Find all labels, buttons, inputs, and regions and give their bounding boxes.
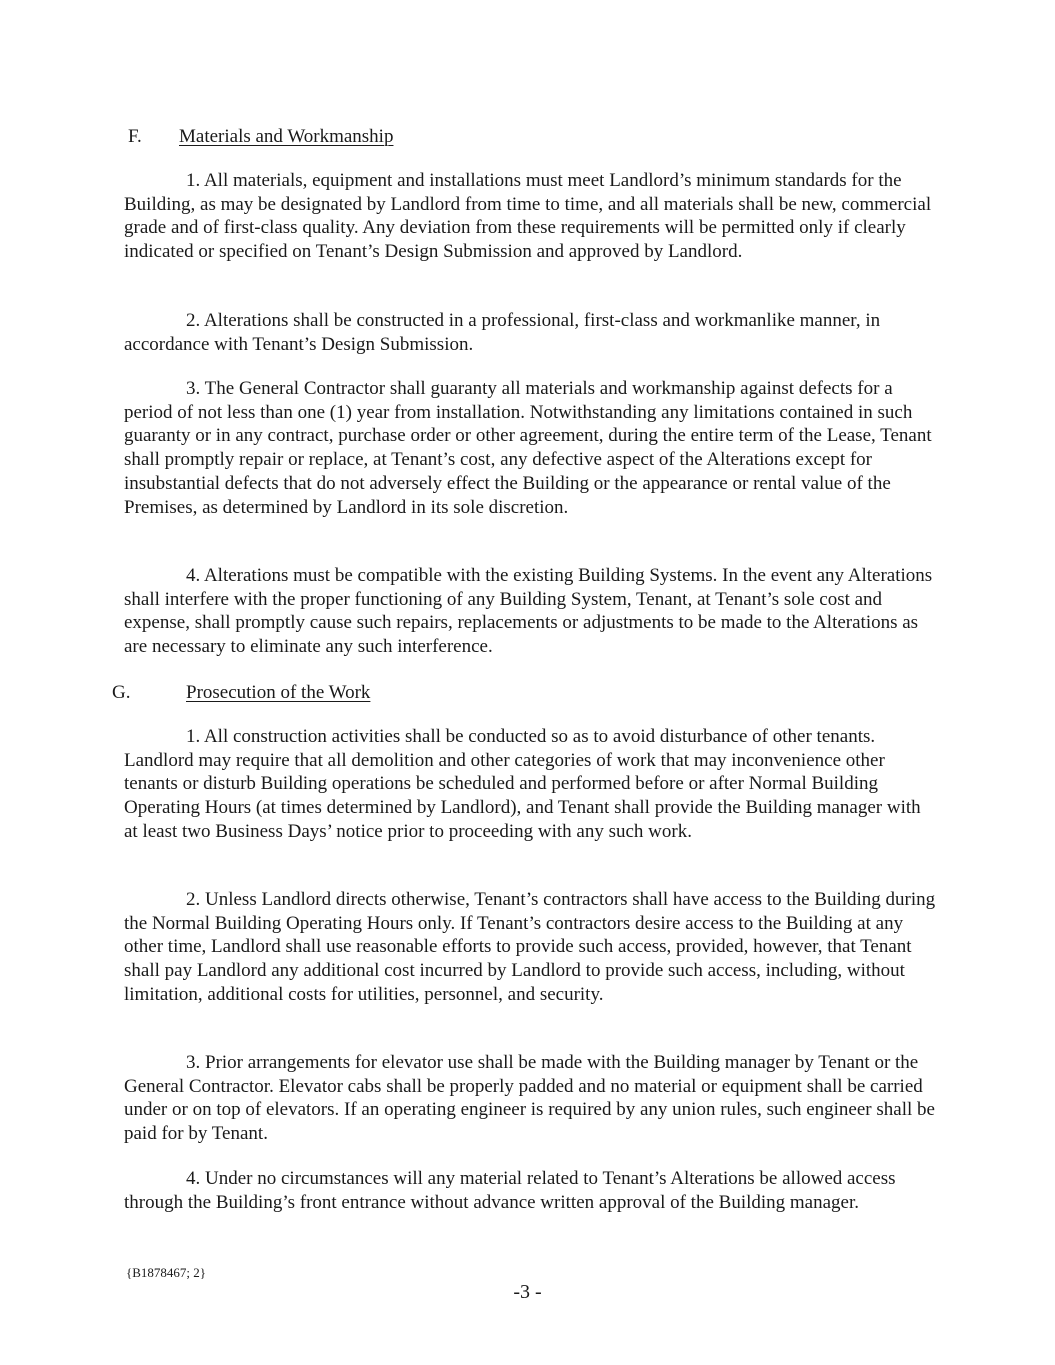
paragraph: 3. The General Contractor shall guaranty all materials and workmanship against defects for a period of not less than one (1) year from installation. Notwithstanding any limitations contained in such guaranty or in any contract, purchase order or other agreement, during the entire term of the Lease, Tenant shall promptly repair or replace, at Tenant’s cost, any defective aspect of the Alterations except for insubstantial defects that do not adversely effect the Building or the appearance or rental value of the Premises, as determined by Landlord in its sole discretion. bbox=[124, 378, 932, 518]
paragraph: 4. Alterations must be compatible with the existing Building Systems. In the event any Alterations shall interfere with the proper functioning of any Building System, Tenant, at Tenant’s sole cost and expense, shall promptly cause such repairs, replacements or adjustments to be made to the Alterations as are necessary to eliminate any such interference. bbox=[124, 565, 933, 658]
section-title: Materials and Workmanship bbox=[179, 126, 394, 147]
section-letter: G. bbox=[112, 682, 131, 703]
paragraph: 3. Prior arrangements for elevator use shall be made with the Building manager by Tenant or the General Contractor. Elevator cabs shall be properly padded and no material or equipment shall be carried under or on top of elevators. If an operating engineer is required by any union rules, such engineer shall be paid for by Tenant. bbox=[124, 1052, 935, 1145]
paragraph: 2. Alterations shall be constructed in a professional, first-class and workmanlike manner, in accordance with Tenant’s Design Submission. bbox=[124, 310, 881, 355]
section-letter: F. bbox=[128, 126, 142, 147]
section-title: Prosecution of the Work bbox=[186, 682, 371, 703]
paragraph: 4. Under no circumstances will any material related to Tenant’s Alterations be allowed access through the Building’s front entrance without advance written approval of the Building manager. bbox=[124, 1168, 896, 1213]
document-reference: {B1878467; 2} bbox=[126, 1265, 207, 1280]
page-number: -3 - bbox=[513, 1281, 542, 1303]
paragraph: 2. Unless Landlord directs otherwise, Tenant’s contractors shall have access to the Building during the Normal Building Operating Hours only. If Tenant’s contractors desire access to the Building at any other time, Landlord shall use reasonable efforts to provide such access, provided, however, that Tenant shall pay Landlord any additional cost incurred by Landlord to provide such access, including, without limitation, additional costs for utilities, personnel, and security. bbox=[124, 889, 936, 1005]
paragraph: 1. All construction activities shall be conducted so as to avoid disturbance of other tenants. Landlord may require that all demolition and other categories of work that may inconvenience other tenants or disturb Building operations be scheduled and performed before or after Normal Building Operating Hours (at times determined by Landlord), and Tenant shall provide the Building manager with at least two Business Days’ notice prior to proceeding with any such work. bbox=[124, 726, 921, 842]
paragraph: 1. All materials, equipment and installations must meet Landlord’s minimum standards for the Building, as may be designated by Landlord from time to time, and all materials shall be new, commercial grade and of first-class quality. Any deviation from these requirements will be permitted only if clearly indicated or specified on Tenant’s Design Submission and approved by Landlord. bbox=[124, 170, 932, 263]
